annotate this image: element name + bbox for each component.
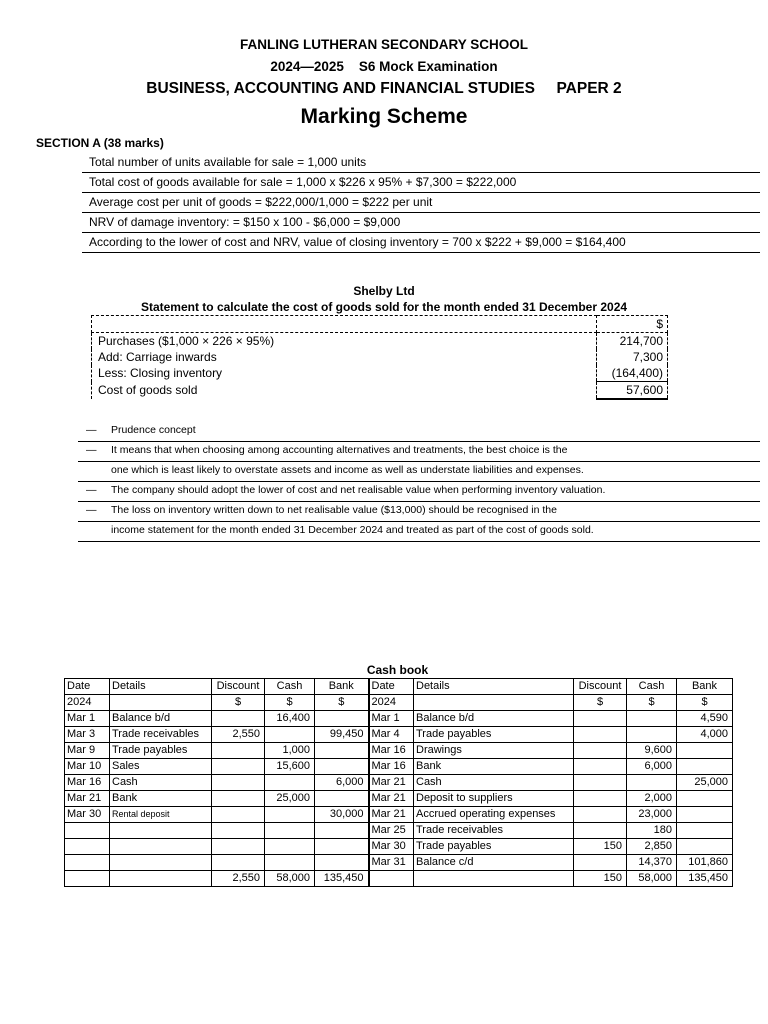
dash-bullet: —: [86, 504, 97, 516]
debit-discount-cell: $: [212, 695, 265, 711]
credit-discount-cell: [574, 743, 627, 759]
debit-date-cell: Mar 9: [65, 743, 110, 759]
debit-date-cell: Mar 3: [65, 727, 110, 743]
table-row: [65, 759, 733, 775]
credit-details-cell: Drawings: [414, 743, 574, 759]
exam-title: 2024—2025 S6 Mock Examination: [270, 59, 498, 74]
debit-bank-cell: 99,450: [315, 727, 369, 743]
credit-bank-cell: 25,000: [677, 775, 733, 791]
debit-discount-cell: [212, 743, 265, 759]
credit-bank-cell: [677, 791, 733, 807]
statement-row-label: Purchases ($1,000 × 226 × 95%): [92, 333, 597, 350]
debit-details-cell: [110, 855, 212, 871]
debit-bank-cell: [315, 855, 369, 871]
credit-date-cell: [369, 871, 414, 887]
note-line: [78, 422, 760, 442]
note-text: The loss on inventory written down to net realisable value ($13,000) should be recognised in the: [111, 504, 557, 516]
section-heading: SECTION A (38 marks): [36, 136, 164, 150]
credit-bank-cell: 4,000: [677, 727, 733, 743]
debit-discount-cell: [212, 711, 265, 727]
credit-date-cell: Mar 25: [369, 823, 414, 839]
cashbook-table: [64, 678, 733, 887]
subject-title: BUSINESS, ACCOUNTING AND FINANCIAL STUDIES PAPER 2: [146, 80, 622, 97]
credit-bank-cell: [677, 807, 733, 823]
debit-date-cell: [65, 823, 110, 839]
credit-discount-cell: [574, 791, 627, 807]
statement-row-amount: 7,300: [597, 349, 668, 365]
debit-bank-cell: [315, 823, 369, 839]
credit-discount-cell: [574, 711, 627, 727]
debit-bank-cell: 135,450: [315, 871, 369, 887]
credit-details-cell: Trade receivables: [414, 823, 574, 839]
credit-discount-cell: $: [574, 695, 627, 711]
credit-bank-cell: Bank: [677, 679, 733, 695]
debit-cash-cell: 15,600: [265, 759, 315, 775]
credit-cash-cell: Cash: [627, 679, 677, 695]
debit-details-cell: Trade payables: [110, 743, 212, 759]
credit-bank-cell: 101,860: [677, 855, 733, 871]
credit-date-cell: Mar 30: [369, 839, 414, 855]
debit-discount-cell: 2,550: [212, 727, 265, 743]
credit-cash-cell: 9,600: [627, 743, 677, 759]
note-line: [78, 482, 760, 502]
working-line: Total number of units available for sale = 1,000 units: [82, 153, 760, 173]
working-line: Average cost per unit of goods = $222,000/1,000 = $222 per unit: [82, 193, 760, 213]
debit-bank-cell: $: [315, 695, 369, 711]
debit-discount-cell: Discount: [212, 679, 265, 695]
credit-details-cell: Cash: [414, 775, 574, 791]
credit-date-cell: Mar 4: [369, 727, 414, 743]
debit-date-cell: [65, 871, 110, 887]
debit-details-cell: Sales: [110, 759, 212, 775]
debit-details-cell: [110, 823, 212, 839]
debit-bank-cell: [315, 759, 369, 775]
credit-discount-cell: [574, 727, 627, 743]
dash-bullet: —: [86, 484, 97, 496]
credit-bank-cell: 4,590: [677, 711, 733, 727]
credit-details-cell: Details: [414, 679, 574, 695]
debit-cash-cell: [265, 727, 315, 743]
debit-discount-cell: [212, 839, 265, 855]
workings-list: [82, 153, 760, 253]
debit-cash-cell: [265, 775, 315, 791]
credit-date-cell: Mar 16: [369, 759, 414, 775]
debit-date-cell: Mar 16: [65, 775, 110, 791]
debit-discount-cell: [212, 775, 265, 791]
credit-details-cell: [414, 695, 574, 711]
debit-discount-cell: [212, 807, 265, 823]
note-text: Prudence concept: [111, 424, 196, 436]
note-text: The company should adopt the lower of cost and net realisable value when performing inventory valuation.: [111, 484, 606, 496]
credit-bank-cell: $: [677, 695, 733, 711]
credit-bank-cell: 135,450: [677, 871, 733, 887]
credit-details-cell: Trade payables: [414, 727, 574, 743]
note-line: [78, 522, 760, 542]
credit-discount-cell: [574, 775, 627, 791]
statement-row-amount: 214,700: [597, 333, 668, 350]
credit-cash-cell: 2,850: [627, 839, 677, 855]
statement-currency: $: [597, 316, 668, 333]
working-line: Total cost of goods available for sale = 1,000 x $226 x 95% + $7,300 = $222,000: [82, 173, 760, 193]
credit-bank-cell: [677, 839, 733, 855]
table-row: [65, 775, 733, 791]
debit-details-cell: Cash: [110, 775, 212, 791]
credit-cash-cell: 2,000: [627, 791, 677, 807]
credit-date-cell: Mar 1: [369, 711, 414, 727]
debit-date-cell: Mar 30: [65, 807, 110, 823]
credit-date-cell: 2024: [369, 695, 414, 711]
table-row: [65, 711, 733, 727]
note-text: one which is least likely to overstate assets and income as well as understate liabilities and expenses.: [111, 464, 584, 476]
note-line: [78, 462, 760, 482]
table-row: [65, 791, 733, 807]
debit-bank-cell: Bank: [315, 679, 369, 695]
table-row: [65, 807, 733, 823]
debit-discount-cell: [212, 759, 265, 775]
credit-details-cell: Accrued operating expenses: [414, 807, 574, 823]
page-title: Marking Scheme: [300, 105, 468, 128]
credit-bank-cell: [677, 823, 733, 839]
working-line: NRV of damage inventory: = $150 x 100 - $6,000 = $9,000: [82, 213, 760, 233]
debit-cash-cell: $: [265, 695, 315, 711]
note-text: It means that when choosing among accounting alternatives and treatments, the best choice is the: [111, 444, 568, 456]
table-row: [65, 839, 733, 855]
debit-bank-cell: [315, 743, 369, 759]
cashbook-subheader-row: [65, 695, 733, 711]
debit-discount-cell: [212, 823, 265, 839]
debit-details-cell: Balance b/d: [110, 711, 212, 727]
debit-details-cell: Rental deposit: [110, 807, 212, 823]
debit-details-cell: [110, 695, 212, 711]
dash-bullet: —: [86, 424, 97, 436]
statement-row-amount: (164,400): [597, 365, 668, 382]
credit-bank-cell: [677, 743, 733, 759]
debit-details-cell: Bank: [110, 791, 212, 807]
credit-discount-cell: [574, 855, 627, 871]
credit-details-cell: Balance b/d: [414, 711, 574, 727]
statement-row-amount: 57,600: [597, 382, 668, 400]
debit-bank-cell: 6,000: [315, 775, 369, 791]
debit-discount-cell: [212, 855, 265, 871]
credit-discount-cell: 150: [574, 871, 627, 887]
debit-cash-cell: 25,000: [265, 791, 315, 807]
debit-bank-cell: 30,000: [315, 807, 369, 823]
credit-date-cell: Mar 21: [369, 791, 414, 807]
credit-cash-cell: 23,000: [627, 807, 677, 823]
debit-cash-cell: 16,400: [265, 711, 315, 727]
debit-cash-cell: 58,000: [265, 871, 315, 887]
debit-bank-cell: [315, 839, 369, 855]
credit-discount-cell: [574, 823, 627, 839]
debit-bank-cell: [315, 791, 369, 807]
debit-bank-cell: [315, 711, 369, 727]
credit-cash-cell: 6,000: [627, 759, 677, 775]
statement-row-label: Cost of goods sold: [92, 382, 597, 400]
note-text: income statement for the month ended 31 December 2024 and treated as part of the cost of goods sold.: [111, 524, 594, 536]
credit-date-cell: Mar 16: [369, 743, 414, 759]
credit-cash-cell: 58,000: [627, 871, 677, 887]
credit-cash-cell: [627, 775, 677, 791]
table-row: [65, 823, 733, 839]
note-line: [78, 442, 760, 462]
credit-bank-cell: [677, 759, 733, 775]
statement-title: Statement to calculate the cost of goods sold for the month ended 31 December 2024: [140, 300, 628, 314]
credit-details-cell: Balance c/d: [414, 855, 574, 871]
notes-list: [78, 422, 760, 542]
statement-row-label: Less: Closing inventory: [92, 365, 597, 382]
debit-date-cell: Mar 10: [65, 759, 110, 775]
statement-header-blank: [92, 316, 597, 333]
debit-details-cell: Trade receivables: [110, 727, 212, 743]
working-line: According to the lower of cost and NRV, value of closing inventory = 700 x $222 + $9,000 = $164,400: [82, 233, 760, 253]
debit-cash-cell: [265, 855, 315, 871]
debit-details-cell: [110, 871, 212, 887]
debit-cash-cell: [265, 839, 315, 855]
credit-cash-cell: 14,370: [627, 855, 677, 871]
credit-cash-cell: [627, 727, 677, 743]
debit-details-cell: Details: [110, 679, 212, 695]
debit-date-cell: [65, 855, 110, 871]
cashbook-header-row: [65, 679, 733, 695]
school-name: FANLING LUTHERAN SECONDARY SCHOOL: [239, 37, 528, 52]
table-row: [65, 743, 733, 759]
credit-cash-cell: $: [627, 695, 677, 711]
debit-date-cell: 2024: [65, 695, 110, 711]
dash-bullet: —: [86, 444, 97, 456]
debit-discount-cell: [212, 791, 265, 807]
credit-cash-cell: [627, 711, 677, 727]
debit-cash-cell: 1,000: [265, 743, 315, 759]
credit-date-cell: Mar 21: [369, 775, 414, 791]
cashbook-totals-row: [65, 871, 733, 887]
statement-company: Shelby Ltd: [353, 284, 415, 298]
debit-cash-cell: Cash: [265, 679, 315, 695]
credit-date-cell: Date: [369, 679, 414, 695]
table-row: [65, 727, 733, 743]
statement-row-label: Add: Carriage inwards: [92, 349, 597, 365]
credit-discount-cell: 150: [574, 839, 627, 855]
cashbook-title: Cash book: [366, 663, 429, 677]
credit-discount-cell: [574, 759, 627, 775]
debit-details-cell: [110, 839, 212, 855]
debit-date-cell: Mar 21: [65, 791, 110, 807]
credit-details-cell: Trade payables: [414, 839, 574, 855]
debit-discount-cell: 2,550: [212, 871, 265, 887]
credit-cash-cell: 180: [627, 823, 677, 839]
debit-date-cell: [65, 839, 110, 855]
credit-date-cell: Mar 21: [369, 807, 414, 823]
credit-details-cell: Deposit to suppliers: [414, 791, 574, 807]
debit-cash-cell: [265, 823, 315, 839]
table-row: [65, 855, 733, 871]
note-line: [78, 502, 760, 522]
credit-date-cell: Mar 31: [369, 855, 414, 871]
credit-details-cell: Bank: [414, 759, 574, 775]
credit-details-cell: [414, 871, 574, 887]
debit-date-cell: Mar 1: [65, 711, 110, 727]
credit-discount-cell: Discount: [574, 679, 627, 695]
credit-discount-cell: [574, 807, 627, 823]
debit-date-cell: Date: [65, 679, 110, 695]
debit-cash-cell: [265, 807, 315, 823]
cogs-statement: [91, 315, 668, 400]
